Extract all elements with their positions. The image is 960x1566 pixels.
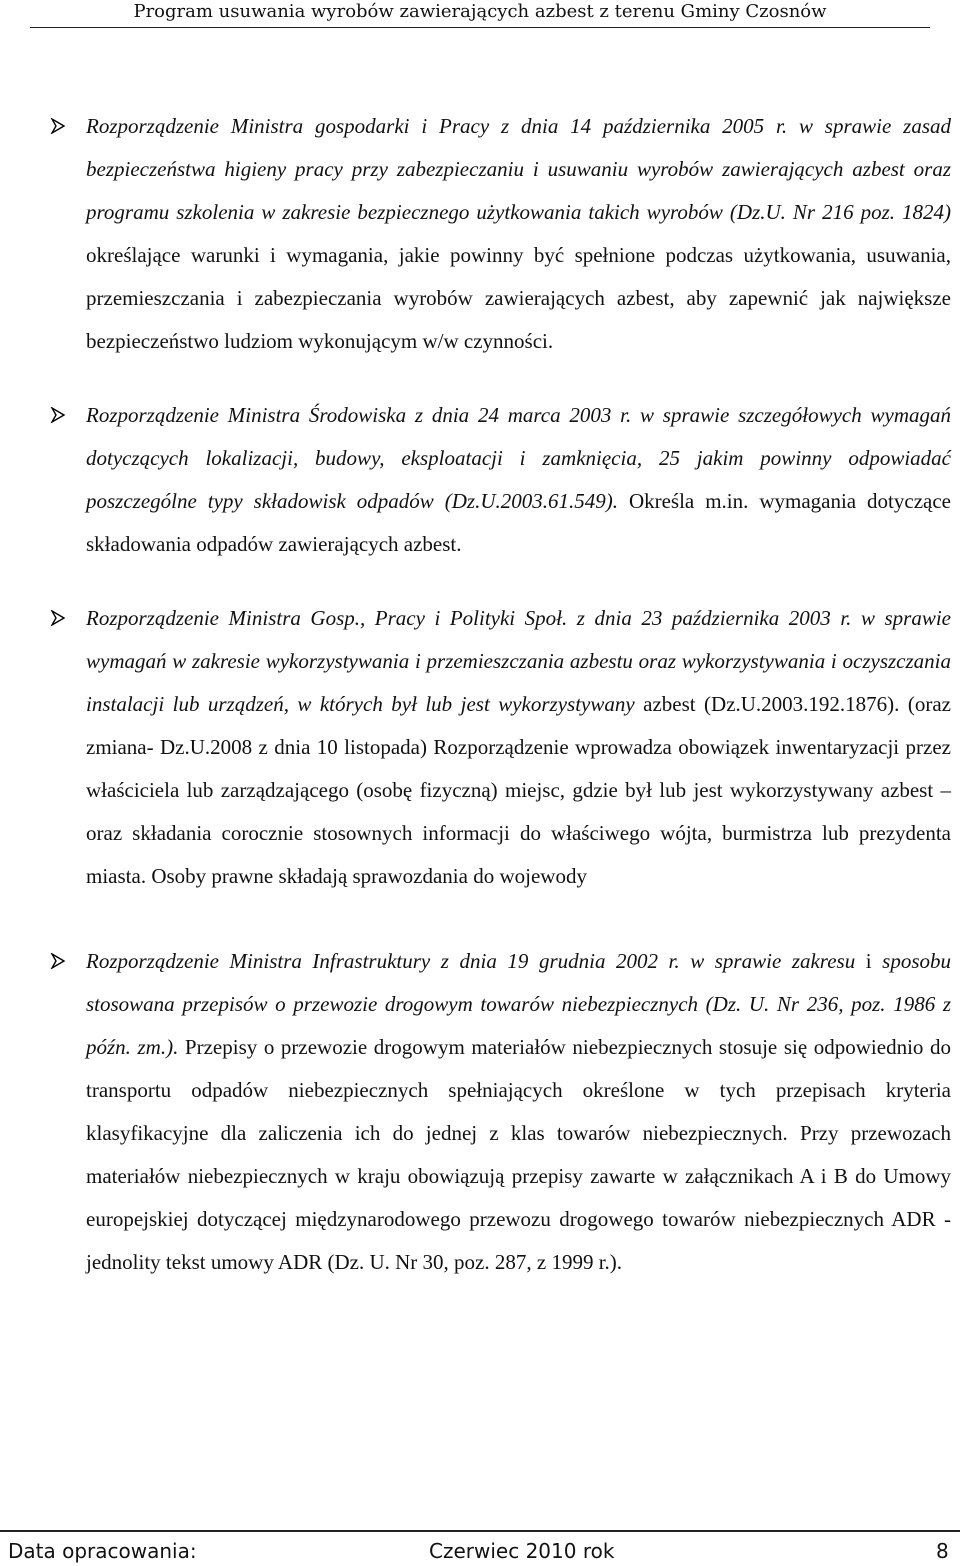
running-header [0,0,960,30]
regulation-description: określające warunki i wymagania, jakie powinny być spełnione podczas użytkowania, usuwania, przemieszczania i zabezpieczania wyrobów zawierających azbest, aby zapewnić jak największe bezpieczeństwo ludziom wykonującym w/w czynności. [86,243,951,353]
list-item [0,394,960,566]
arrow-bullet-icon [50,610,66,626]
page-number: 8 [936,1539,949,1563]
footer-date: Czerwiec 2010 rok [429,1539,615,1563]
header-divider [30,27,930,28]
arrow-bullet-icon [50,953,66,969]
arrow-bullet-icon [50,118,66,134]
arrow-bullet-icon [50,407,66,423]
regulation-description: Przepisy o przewozie drogowym materiałów niebezpiecznych stosuje się odpowiednio do transportu odpadów niebezpiecznych spełniających określone w tych przepisach kryteria klasyfikacyjne dla zaliczenia ich do jednej z klas towarów niebezpiecznych. Przy przewozach materiałów niebezpiecznych w kraju obowiązują przepisy zawarte w załącznikach A i B do Umowy europejskiej dotyczącej międzynarodowego przewozu drogowego towarów niebezpiecznych ADR - jednolity tekst umowy ADR (Dz. U. Nr 30, poz. 287, z 1999 r.). [86,1035,951,1274]
regulation-title-continued: sposobu stosowana przepisów o przewozie drogowym towarów niebezpiecznych (Dz. U. Nr 236, poz. 1986 z późn. zm.). [86,949,951,1059]
regulation-list [0,105,960,1315]
header-title: Program usuwania wyrobów zawierających azbest z terenu Gminy Czosnów [133,1,827,22]
regulation-description: azbest (Dz.U.2003.192.1876). (oraz zmiana- Dz.U.2008 z dnia 10 listopada) Rozporządzenie wprowadza obowiązek inwentaryzacji przez właściciela lub zarządzającego (osobę fizyczną) miejsc, gdzie był lub jest wykorzystywany azbest – oraz składania corocznie stosownych informacji do właściwego wójta, burmistrza lub prezydenta miasta. Osoby prawne składają sprawozdania do wojewody [86,692,951,888]
regulation-description: Określa m.in. wymagania dotyczące składowania odpadów zawierających azbest. [86,489,952,556]
regulation-connector: i [855,949,883,973]
list-item [0,105,960,363]
footer-date-label: Data opracowania: [8,1539,197,1563]
footer-divider [0,1530,960,1532]
regulation-title: Rozporządzenie Ministra Gosp., Pracy i Polityki Społ. z dnia 23 października 2003 r. w sprawie wymagań w zakresie wykorzystywania i przemieszczania azbestu oraz wykorzystywania i oczyszczania instalacji lub urządzeń, w których był lub jest wykorzystywany [86,606,951,716]
regulation-title: Rozporządzenie Ministra Infrastruktury z dnia 19 grudnia 2002 r. w sprawie zakresu [86,949,856,973]
list-item [0,597,960,898]
regulation-title: Rozporządzenie Ministra gospodarki i Pracy z dnia 14 października 2005 r. w sprawie zasad bezpieczeństwa higieny pracy przy zabezpieczaniu i usuwaniu wyrobów zawierających azbest oraz programu szkolenia w zakresie bezpiecznego użytkowania takich wyrobów (Dz.U. Nr 216 poz. 1824) [86,114,951,224]
regulation-title: Rozporządzenie Ministra Środowiska z dnia 24 marca 2003 r. w sprawie szczegółowych wymagań dotyczących lokalizacji, budowy, eksploatacji i zamknięcia, 25 jakim powinny odpowiadać poszczególne typy składowisk odpadów (Dz.U.2003.61.549). [86,403,951,513]
list-item [0,940,960,1284]
